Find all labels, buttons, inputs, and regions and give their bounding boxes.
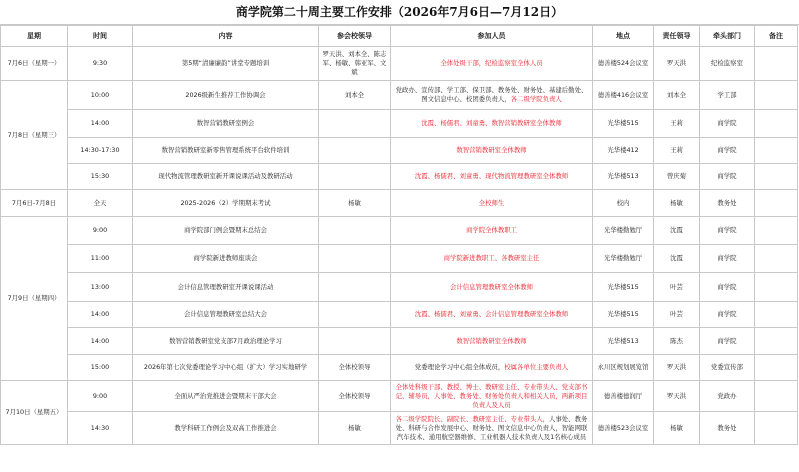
content-cell[interactable]: 现代物流管理教研室新开课说课活动及教研活动 xyxy=(133,164,319,190)
time-cell[interactable]: 14:00 xyxy=(68,302,133,328)
content-cell[interactable]: 会计信息管理教研室开课说课活动 xyxy=(133,273,319,302)
resp-cell[interactable]: 王莉 xyxy=(654,138,700,164)
resp-cell[interactable]: 曾庆菊 xyxy=(654,164,700,190)
people-cell[interactable]: 全体处级干部，纪检监察室全体人员 xyxy=(391,47,593,81)
note-cell[interactable] xyxy=(755,328,798,355)
time-cell[interactable]: 14:30 xyxy=(68,412,133,445)
note-cell[interactable] xyxy=(755,110,798,138)
people-cell[interactable]: 全校师生 xyxy=(391,190,593,217)
location-cell[interactable]: 德善楼523会议室 xyxy=(593,412,654,445)
col-header-people[interactable]: 参加人员 xyxy=(391,26,593,47)
table-row xyxy=(1,355,798,381)
resp-cell[interactable]: 罗天洪 xyxy=(654,381,700,412)
content-cell[interactable]: 2026年第七次党委理论学习中心组（扩大）学习实地研学 xyxy=(133,355,319,381)
table-row xyxy=(1,47,798,81)
resp-cell[interactable]: 叶芸 xyxy=(654,302,700,328)
col-header-time[interactable]: 时间 xyxy=(68,26,133,47)
time-cell[interactable]: 14:00 xyxy=(68,328,133,355)
dept-cell[interactable]: 教务处 xyxy=(700,190,755,217)
people-text-highlight: 人事处、教务处、科研与合作发展中心、财务处、图文信息中心负责人，智能网联汽车技术、通用航空器维修、工业机器人技术负责人及1名核心成员 xyxy=(395,414,588,441)
content-cell[interactable]: 2026级新生推荐工作协调会 xyxy=(133,81,319,110)
location-cell[interactable]: 永川区规划展览馆 xyxy=(593,355,654,381)
dept-cell[interactable]: 商学院 xyxy=(700,273,755,302)
col-header-leaders[interactable]: 参会校领导 xyxy=(319,26,391,47)
note-cell[interactable] xyxy=(755,381,798,412)
table-row xyxy=(1,164,798,190)
col-header-note[interactable]: 备注 xyxy=(755,26,798,47)
time-cell[interactable]: 11:00 xyxy=(68,245,133,273)
table-row xyxy=(1,81,798,110)
resp-cell[interactable]: 叶芸 xyxy=(654,273,700,302)
table-row xyxy=(1,110,798,138)
time-cell[interactable]: 9:00 xyxy=(68,217,133,245)
leaders-cell[interactable]: 刘本全 xyxy=(319,81,391,110)
people-cell[interactable]: 沈霞、杨儒君、刘童勇、会计信息管理教研室全体教师 xyxy=(391,302,593,328)
people-text: 党政办、宣传部、学工部、保卫部、教务处、财务处、基建后勤处、图文信息中心、校团委负责人， xyxy=(395,86,588,103)
col-header-resp[interactable]: 责任领导 xyxy=(654,26,700,47)
people-text: 各二级学院院长、副院长、教研室主任、专业带头人， xyxy=(395,414,550,423)
people-cell[interactable] xyxy=(391,412,593,445)
resp-cell[interactable]: 杨敏 xyxy=(654,190,700,217)
leaders-cell[interactable] xyxy=(319,302,391,328)
time-cell[interactable]: 10:00 xyxy=(68,81,133,110)
dept-cell[interactable]: 商学院 xyxy=(700,138,755,164)
people-text-highlight: 校属各单位主要负责人 xyxy=(504,363,569,371)
col-header-location[interactable]: 地点 xyxy=(593,26,654,47)
people-cell[interactable]: 会计信息管理教研室全体教师 xyxy=(391,273,593,302)
people-text-highlight: 各二级学院负责人 xyxy=(510,95,562,103)
table-row xyxy=(1,381,798,412)
leaders-cell[interactable] xyxy=(319,110,391,138)
note-cell[interactable] xyxy=(755,47,798,81)
note-cell[interactable] xyxy=(755,273,798,302)
time-cell[interactable]: 15:30 xyxy=(68,164,133,190)
dept-cell[interactable]: 纪检监察室 xyxy=(700,47,755,81)
location-cell[interactable]: 光华楼勤勉厅 xyxy=(593,245,654,273)
location-cell[interactable]: 光华楼515 xyxy=(593,273,654,302)
note-cell[interactable] xyxy=(755,302,798,328)
content-cell[interactable]: 会计信息管理教研室总结大会 xyxy=(133,302,319,328)
content-cell[interactable]: 数智营销教研室党支部7月政治理论学习 xyxy=(133,328,319,355)
location-cell[interactable]: 光华楼513 xyxy=(593,328,654,355)
table-row xyxy=(1,302,798,328)
table-row xyxy=(1,138,798,164)
note-cell[interactable] xyxy=(755,217,798,245)
day-cell[interactable]: 7月6日-7月8日 xyxy=(1,190,68,217)
col-header-weekday[interactable]: 星期 xyxy=(1,26,68,47)
leaders-cell[interactable] xyxy=(319,217,391,245)
note-cell[interactable] xyxy=(755,81,798,110)
location-cell[interactable]: 光华楼513 xyxy=(593,164,654,190)
content-cell[interactable]: 数智营销教研室新零售管理系统平台软件培训 xyxy=(133,138,319,164)
dept-cell[interactable]: 商学院 xyxy=(700,302,755,328)
resp-cell[interactable]: 杨敏 xyxy=(654,412,700,445)
table-row xyxy=(1,245,798,273)
note-cell[interactable] xyxy=(755,138,798,164)
leaders-cell[interactable] xyxy=(319,138,391,164)
leaders-cell[interactable] xyxy=(319,164,391,190)
note-cell[interactable] xyxy=(755,164,798,190)
day-cell[interactable]: 7月9日（星期四） xyxy=(1,217,68,381)
leaders-cell[interactable] xyxy=(319,328,391,355)
content-cell[interactable]: 第5期“清廉廉韵”讲堂专题培训 xyxy=(133,47,319,81)
content-cell[interactable]: 商学院部门例会暨期末总结会 xyxy=(133,217,319,245)
note-cell[interactable] xyxy=(755,245,798,273)
location-cell[interactable]: 光华楼412 xyxy=(593,138,654,164)
people-cell[interactable] xyxy=(391,81,593,110)
content-cell[interactable]: 教学科研工作例会及双高工作推进会 xyxy=(133,412,319,445)
resp-cell[interactable]: 刘本全 xyxy=(654,81,700,110)
time-cell[interactable]: 9:30 xyxy=(68,47,133,81)
resp-cell[interactable]: 沈霞 xyxy=(654,245,700,273)
resp-cell[interactable]: 王莉 xyxy=(654,110,700,138)
dept-cell[interactable]: 商学院 xyxy=(700,110,755,138)
note-cell[interactable] xyxy=(755,190,798,217)
col-header-content[interactable]: 内容 xyxy=(133,26,319,47)
leaders-cell[interactable]: 全体校领导 xyxy=(319,381,391,412)
people-cell[interactable]: 商学院全体教职工 xyxy=(391,217,593,245)
people-cell[interactable] xyxy=(391,355,593,381)
day-cell[interactable]: 7月6日（星期一） xyxy=(1,47,68,81)
people-text: 党委理论学习中心组全体成员， xyxy=(414,363,505,371)
time-cell[interactable]: 13:00 xyxy=(68,273,133,302)
people-cell[interactable]: 沈霞、杨儒君、刘童勇、数智营销教研室全体教师 xyxy=(391,110,593,138)
leaders-cell[interactable]: 全体校领导 xyxy=(319,355,391,381)
location-cell[interactable]: 光华楼515 xyxy=(593,110,654,138)
page-title: 商学院第二十周主要工作安排（2026年7月6日—7月12日） xyxy=(0,0,799,25)
leaders-cell[interactable]: 罗天洪、刘本全、陈志军、杨敏、韩亚军、文斌 xyxy=(319,47,391,81)
people-cell[interactable]: 数智营销教研室全体教师 xyxy=(391,138,593,164)
dept-cell[interactable]: 学工部 xyxy=(700,81,755,110)
note-cell[interactable] xyxy=(755,412,798,445)
table-row xyxy=(1,328,798,355)
location-cell[interactable]: 德善楼524会议室 xyxy=(593,47,654,81)
time-cell[interactable]: 9:00 xyxy=(68,381,133,412)
schedule-table xyxy=(0,25,798,445)
time-cell[interactable]: 14:00 xyxy=(68,110,133,138)
header-row xyxy=(1,26,798,47)
location-cell[interactable]: 光华楼勤勉厅 xyxy=(593,217,654,245)
location-cell[interactable]: 德善楼416会议室 xyxy=(593,81,654,110)
location-cell[interactable]: 光华楼515 xyxy=(593,302,654,328)
resp-cell[interactable]: 沈霞 xyxy=(654,217,700,245)
dept-cell[interactable]: 教务处 xyxy=(700,412,755,445)
time-cell[interactable]: 14:30-17:30 xyxy=(68,138,133,164)
content-cell[interactable]: 全面从严治党推进会暨期末干部大会 xyxy=(133,381,319,412)
leaders-cell[interactable]: 杨敏 xyxy=(319,190,391,217)
resp-cell[interactable]: 陈杰 xyxy=(654,328,700,355)
dept-cell[interactable]: 商学院 xyxy=(700,164,755,190)
leaders-cell[interactable] xyxy=(319,273,391,302)
resp-cell[interactable]: 罗天洪 xyxy=(654,355,700,381)
location-cell[interactable]: 德善楼德润厅 xyxy=(593,381,654,412)
content-cell[interactable]: 商学院新进教师座谈会 xyxy=(133,245,319,273)
day-cell[interactable]: 7月8日（星期三） xyxy=(1,81,68,190)
dept-cell[interactable]: 党委宣传部 xyxy=(700,355,755,381)
people-cell[interactable]: 商学院新进教职工、各教研室主任 xyxy=(391,245,593,273)
table-row xyxy=(1,190,798,217)
content-cell[interactable]: 数智营销教研室例会 xyxy=(133,110,319,138)
leaders-cell[interactable]: 杨敏 xyxy=(319,412,391,445)
table-row xyxy=(1,412,798,445)
table-row xyxy=(1,217,798,245)
dept-cell[interactable]: 商学院 xyxy=(700,328,755,355)
location-cell[interactable]: 校内 xyxy=(593,190,654,217)
people-cell[interactable]: 全体处科级干部、教授、博士、教研室主任、专业带头人、党支部书记、辅导员，人事处、教务处、财务处负责人和相关人员，两新项目负责人及人员 xyxy=(391,381,593,412)
people-cell[interactable]: 沈霞、杨儒君、刘童勇、现代物流管理教研室全体教师 xyxy=(391,164,593,190)
resp-cell[interactable]: 罗天洪 xyxy=(654,47,700,81)
dept-cell[interactable]: 商学院 xyxy=(700,245,755,273)
people-cell[interactable]: 数智营销教研室全体教师 xyxy=(391,328,593,355)
table-row xyxy=(1,273,798,302)
dept-cell[interactable]: 党政办 xyxy=(700,381,755,412)
leaders-cell[interactable] xyxy=(319,245,391,273)
content-cell[interactable]: 2025-2026（2）学期期末考试 xyxy=(133,190,319,217)
note-cell[interactable] xyxy=(755,355,798,381)
col-header-dept[interactable]: 牵头部门 xyxy=(700,26,755,47)
time-cell[interactable]: 15:00 xyxy=(68,355,133,381)
dept-cell[interactable]: 商学院 xyxy=(700,217,755,245)
day-cell[interactable]: 7月10日（星期五） xyxy=(1,381,68,445)
time-cell[interactable]: 全天 xyxy=(68,190,133,217)
